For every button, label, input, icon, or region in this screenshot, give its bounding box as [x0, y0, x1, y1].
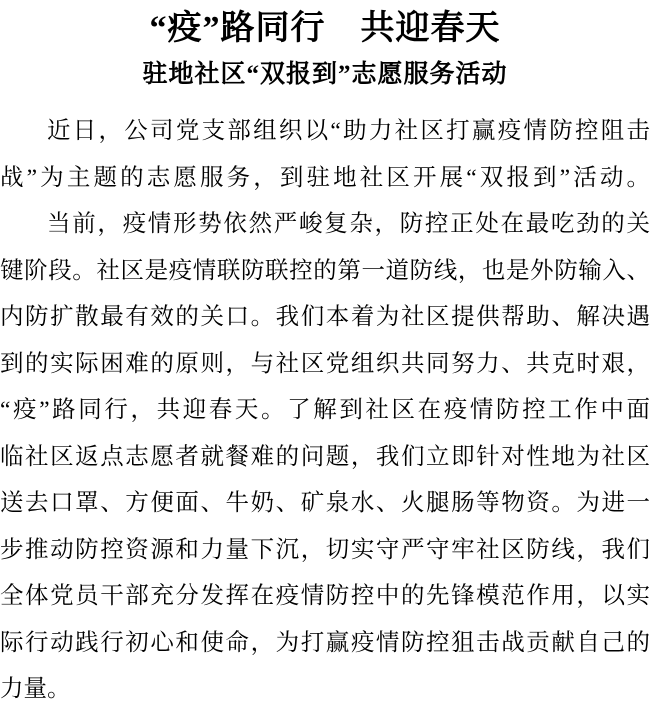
body-line: 际行动践行初心和使命，为打赢疫情防控狙击战贡献自己的: [0, 629, 650, 656]
body-line: 力量。: [0, 676, 71, 702]
body-line: 步推动防控资源和力量下沉，切实守严守牢社区防线，我们: [0, 536, 650, 563]
body-line: 到的实际困难的原则，与社区党组织共同努力、共克时艰，: [0, 350, 650, 377]
body-line: 战”为主题的志愿服务，到驻地社区开展“双报到”活动。: [0, 164, 650, 191]
body-line: 全体党员干部充分发挥在疫情防控中的先锋模范作用，以实: [0, 583, 650, 609]
body-line: 近日，公司党支部组织以“助力社区打赢疫情防控阻击: [47, 118, 650, 144]
body-line: 送去口罩、方便面、牛奶、矿泉水、火腿肠等物资。为进一: [0, 490, 650, 516]
body-line: 内防扩散最有效的关口。我们本着为社区提供帮助、解决遇: [0, 304, 650, 330]
body-line: “疫”路同行，共迎春天。了解到社区在疫情防控工作中面: [0, 397, 650, 423]
body-line: 临社区返点志愿者就餐难的问题，我们立即针对性地为社区: [0, 443, 650, 470]
document-title: “疫”路同行 共迎春天: [149, 10, 501, 47]
document-body: [0, 108, 650, 704]
body-line: 键阶段。社区是疫情联防联控的第一道防线，也是外防输入、: [0, 257, 650, 284]
body-line: 当前，疫情形势依然严峻复杂，防控正处在最吃劲的关: [47, 211, 650, 237]
document-subtitle: 驻地社区“双报到”志愿服务活动: [142, 61, 508, 88]
